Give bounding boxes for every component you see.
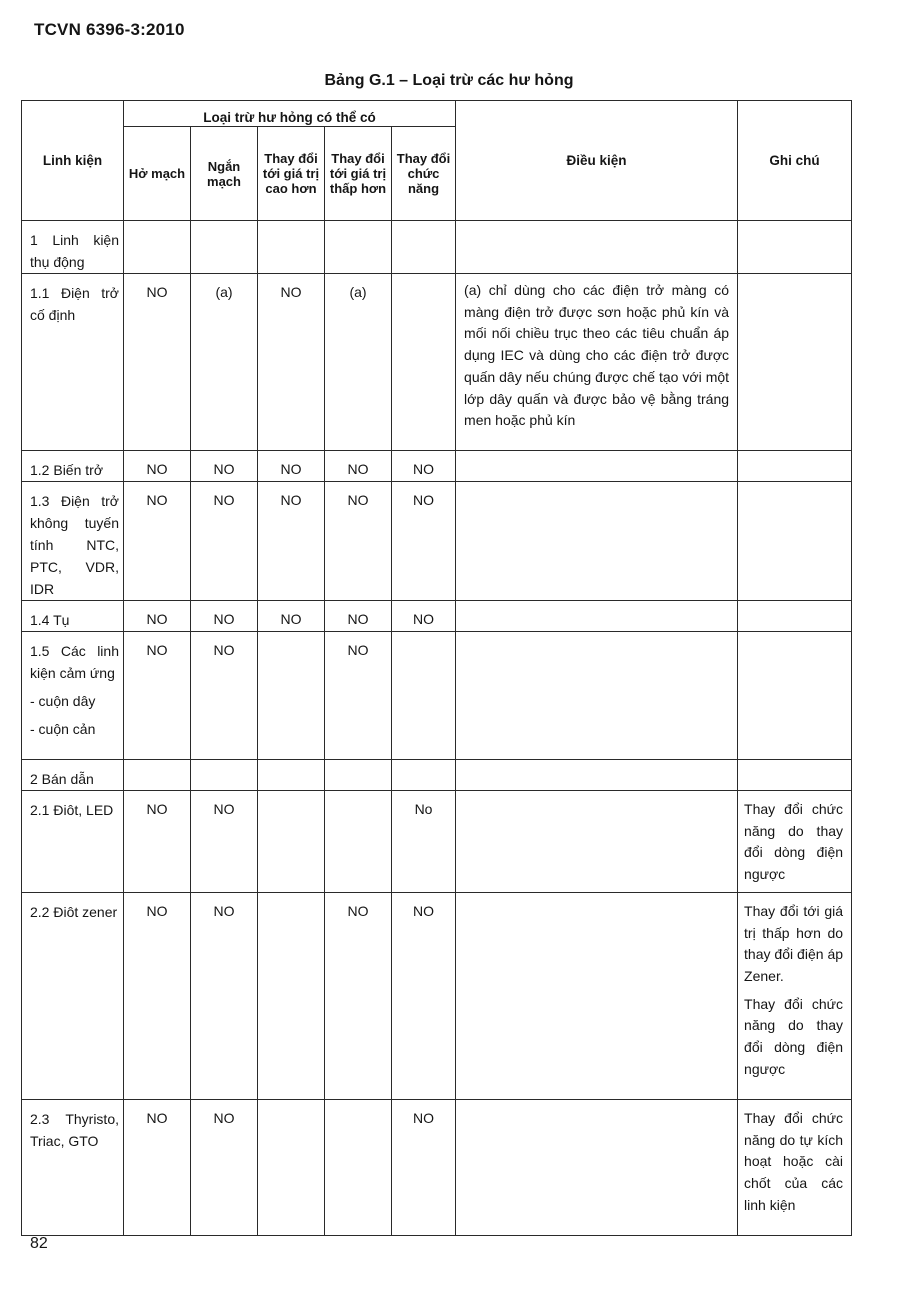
header-higher-value: Thay đổi tới giá trị cao hơn: [258, 127, 325, 221]
component-cell: [22, 451, 124, 482]
short-circuit-cell: NO: [191, 791, 258, 893]
note-cell: [738, 632, 852, 760]
note-cell: [738, 760, 852, 791]
higher-value-cell: [258, 1099, 325, 1235]
condition-cell: (a) chỉ dùng cho các điện trở màng có màng điện trở được sơn hoặc phủ kín và mối nối chiều trục theo các tiêu chuẩn áp dụng IEC và dùng cho các điện trở được quấn dây nếu chúng được chế tạo với một lớp dây quấn và được bảo vệ bằng tráng men hoặc phủ kín: [456, 274, 738, 451]
condition-cell: [456, 791, 738, 893]
component-text: - cuộn cản: [30, 721, 96, 737]
table-body: [22, 221, 852, 1236]
table-row: [22, 791, 852, 893]
component-text: 1.5 Các linh kiện cảm ứng: [30, 643, 119, 681]
header-short-circuit: Ngắn mạch: [191, 127, 258, 221]
condition-cell: [456, 892, 738, 1099]
higher-value-cell: [258, 892, 325, 1099]
note-cell: [738, 451, 852, 482]
lower-value-cell: NO: [325, 601, 392, 632]
open-circuit-cell: [124, 221, 191, 274]
function-change-cell: [392, 221, 456, 274]
component-cell: [22, 601, 124, 632]
function-change-cell: [392, 632, 456, 760]
lower-value-cell: [325, 791, 392, 893]
lower-value-cell: NO: [325, 482, 392, 601]
short-circuit-cell: NO: [191, 892, 258, 1099]
component-text: 1.3 Điện trở không tuyến tính NTC, PTC, VDR, IDR: [30, 493, 119, 597]
table-row: [22, 221, 852, 274]
note-cell: [738, 274, 852, 451]
header-lower-value: Thay đổi tới giá trị thấp hơn: [325, 127, 392, 221]
note-cell: [738, 892, 852, 1099]
condition-cell: [456, 221, 738, 274]
lower-value-cell: [325, 221, 392, 274]
open-circuit-cell: NO: [124, 451, 191, 482]
function-change-cell: NO: [392, 601, 456, 632]
higher-value-cell: NO: [258, 451, 325, 482]
component-cell: [22, 760, 124, 791]
table-row: [22, 760, 852, 791]
note-text: Thay đổi chức năng do thay đổi dòng điện ngược: [744, 995, 844, 1077]
open-circuit-cell: NO: [124, 601, 191, 632]
table-row: [22, 892, 852, 1099]
component-text: - cuộn dây: [30, 693, 96, 709]
component-cell: [22, 221, 124, 274]
table-row: [22, 274, 852, 451]
note-cell: [738, 791, 852, 893]
higher-value-cell: [258, 221, 325, 274]
open-circuit-cell: NO: [124, 632, 191, 760]
open-circuit-cell: [124, 760, 191, 791]
higher-value-cell: NO: [258, 601, 325, 632]
condition-cell: [456, 482, 738, 601]
higher-value-cell: [258, 791, 325, 893]
header-fault-group: Loại trừ hư hỏng có thể có: [124, 101, 456, 127]
open-circuit-cell: NO: [124, 482, 191, 601]
page-number: 82: [30, 1235, 48, 1252]
component-text: 2.3 Thyristo, Triac, GTO: [30, 1110, 119, 1149]
lower-value-cell: [325, 760, 392, 791]
component-cell: [22, 482, 124, 601]
lower-value-cell: (a): [325, 274, 392, 451]
component-cell: [22, 1099, 124, 1235]
lower-value-cell: NO: [325, 892, 392, 1099]
short-circuit-cell: (a): [191, 274, 258, 451]
lower-value-cell: [325, 1099, 392, 1235]
condition-cell: [456, 601, 738, 632]
note-cell: [738, 1099, 852, 1235]
table-row: [22, 451, 852, 482]
open-circuit-cell: NO: [124, 1099, 191, 1235]
function-change-cell: [392, 760, 456, 791]
condition-cell: [456, 1099, 738, 1235]
note-text: Thay đổi chức năng do thay đổi dòng điện ngược: [744, 801, 844, 883]
lower-value-cell: NO: [325, 451, 392, 482]
note-cell: [738, 221, 852, 274]
component-text: 1.4 Tụ: [30, 612, 70, 628]
function-change-cell: NO: [392, 482, 456, 601]
component-text: 1.1 Điện trở cố định: [30, 285, 119, 323]
component-text: 2.1 Điôt, LED: [30, 802, 114, 818]
open-circuit-cell: NO: [124, 274, 191, 451]
note-cell: [738, 482, 852, 601]
component-cell: [22, 274, 124, 451]
table-row: [22, 601, 852, 632]
short-circuit-cell: NO: [191, 632, 258, 760]
header-component: Linh kiện: [22, 101, 124, 221]
function-change-cell: NO: [392, 892, 456, 1099]
header-function-change: Thay đổi chức năng: [392, 127, 456, 221]
open-circuit-cell: NO: [124, 892, 191, 1099]
note-cell: [738, 601, 852, 632]
function-change-cell: NO: [392, 1099, 456, 1235]
short-circuit-cell: [191, 760, 258, 791]
component-cell: [22, 892, 124, 1099]
lower-value-cell: NO: [325, 632, 392, 760]
function-change-cell: [392, 274, 456, 451]
condition-cell: [456, 451, 738, 482]
table-row: [22, 1099, 852, 1235]
component-text: 2 Bán dẫn: [30, 771, 94, 787]
condition-cell: [456, 760, 738, 791]
fault-exclusion-table: [21, 100, 852, 1236]
document-code: TCVN 6396-3:2010: [34, 20, 185, 39]
header-condition: Điều kiện: [456, 101, 738, 221]
short-circuit-cell: [191, 221, 258, 274]
higher-value-cell: NO: [258, 482, 325, 601]
component-text: 2.2 Điôt zener: [30, 903, 118, 920]
header-note: Ghi chú: [738, 101, 852, 221]
short-circuit-cell: NO: [191, 601, 258, 632]
higher-value-cell: [258, 760, 325, 791]
note-text: Thay đổi chức năng do tự kích hoạt hoặc cài chốt của các linh kiện: [744, 1109, 844, 1213]
table-row: [22, 482, 852, 601]
short-circuit-cell: NO: [191, 482, 258, 601]
function-change-cell: No: [392, 791, 456, 893]
condition-cell: [456, 632, 738, 760]
higher-value-cell: [258, 632, 325, 760]
note-text: Thay đổi tới giá trị thấp hơn do thay đổi điện áp Zener.: [744, 902, 844, 984]
component-text: 1.2 Biến trở: [30, 462, 103, 478]
component-cell: [22, 632, 124, 760]
component-text: 1 Linh kiện thụ động: [30, 232, 119, 270]
table-row: [22, 632, 852, 760]
short-circuit-cell: NO: [191, 1099, 258, 1235]
short-circuit-cell: NO: [191, 451, 258, 482]
component-cell: [22, 791, 124, 893]
open-circuit-cell: NO: [124, 791, 191, 893]
function-change-cell: NO: [392, 451, 456, 482]
higher-value-cell: NO: [258, 274, 325, 451]
header-open-circuit: Hở mạch: [124, 127, 191, 221]
table-title: Bảng G.1 – Loại trừ các hư hỏng: [324, 72, 574, 89]
